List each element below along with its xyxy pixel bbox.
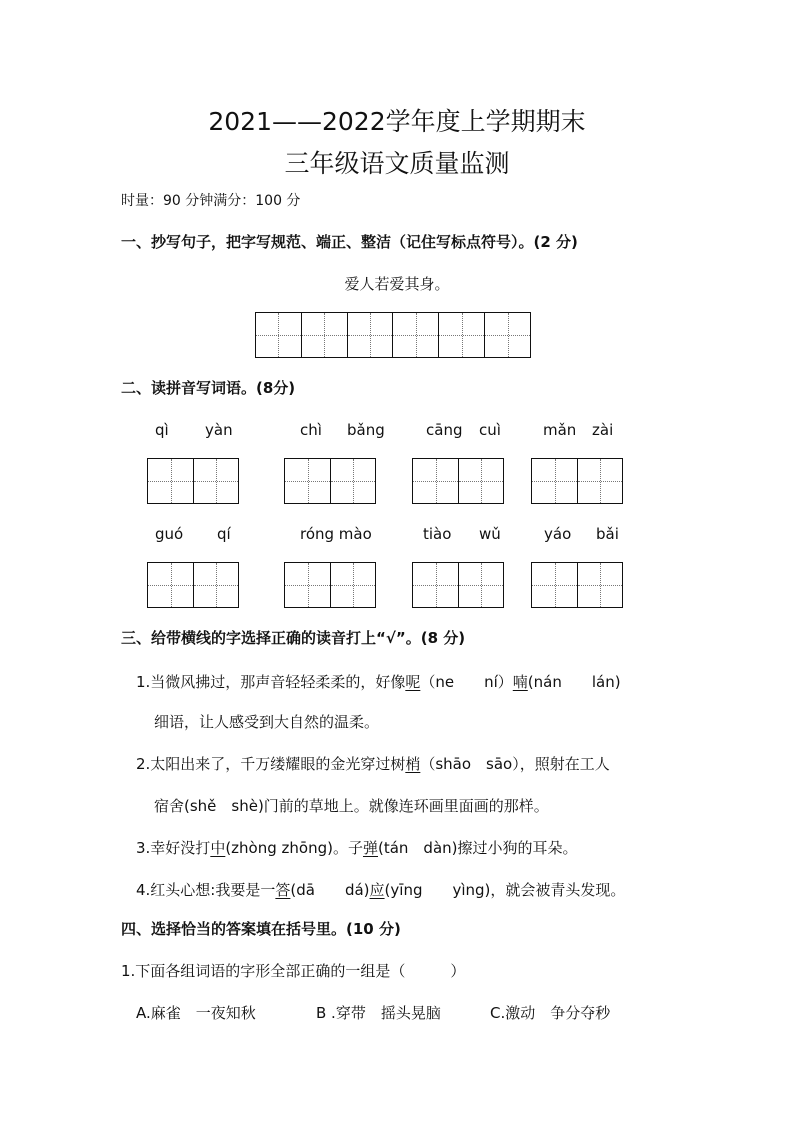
section4-heading: 四、选择恰当的答案填在括号里。(10 分) (121, 920, 401, 938)
grid-cell[interactable] (532, 563, 578, 607)
underlined-char: 中 (210, 839, 226, 857)
grid-cell[interactable] (532, 459, 578, 503)
pinyin: cāng (426, 421, 463, 439)
writing-grid[interactable] (284, 458, 376, 504)
text: 2.太阳出来了，千万缕耀眼的金光穿过树 (136, 755, 406, 773)
option-c: C.激动 争分夺秒 (490, 1004, 611, 1022)
grid-cell[interactable] (485, 313, 530, 357)
writing-grid[interactable] (147, 458, 239, 504)
grid-cell[interactable] (578, 459, 622, 503)
pinyin: chì (300, 421, 322, 439)
exam-subtitle: 三年级语文质量监测 (284, 149, 510, 178)
grid-cell[interactable] (413, 459, 459, 503)
grid-cell[interactable] (331, 459, 375, 503)
question-3-1 (136, 671, 621, 692)
pinyin: yàn (205, 421, 233, 439)
question-3-4 (136, 879, 625, 900)
writing-grid[interactable] (531, 562, 623, 608)
grid-cell[interactable] (285, 563, 331, 607)
text: (dā dá) (290, 881, 370, 899)
text: (yīng yìng)，就会被青头发现。 (384, 881, 626, 899)
grid-cell[interactable] (148, 459, 194, 503)
grid-cell[interactable] (578, 563, 622, 607)
pinyin: cuì (479, 421, 501, 439)
grid-cell[interactable] (148, 563, 194, 607)
option-b: B .穿带 摇头晃脑 (316, 1004, 441, 1022)
grid-cell[interactable] (348, 313, 394, 357)
grid-cell[interactable] (393, 313, 439, 357)
underlined-char: 答 (275, 881, 291, 899)
copy-sentence: 爱人若爱其身。 (344, 275, 450, 293)
underlined-char: 弹 (362, 839, 378, 857)
question-3-1-continued: 细语，让人感受到大自然的温柔。 (154, 713, 380, 731)
pinyin: qí (217, 525, 231, 543)
grid-cell[interactable] (285, 459, 331, 503)
text: （shāo sāo），照射在工人 (420, 755, 610, 773)
pinyin: guó (155, 525, 184, 543)
pinyin: wǔ (479, 525, 501, 543)
writing-grid-sentence[interactable] (255, 312, 531, 358)
text: (nán lán) (527, 673, 621, 691)
grid-cell[interactable] (194, 459, 238, 503)
pinyin: mǎn (543, 421, 577, 439)
underlined-char: 应 (369, 881, 385, 899)
grid-cell[interactable] (194, 563, 238, 607)
pinyin: zài (592, 421, 614, 439)
pinyin: qì (155, 421, 169, 439)
pinyin: yáo (544, 525, 572, 543)
text: （ne ní） (420, 673, 513, 691)
text: (zhòng zhōng)。子 (225, 839, 363, 857)
writing-grid[interactable] (531, 458, 623, 504)
pinyin: róng mào (300, 525, 372, 543)
grid-cell[interactable] (439, 313, 485, 357)
grid-cell[interactable] (256, 313, 302, 357)
underlined-char: 喃 (512, 673, 528, 691)
grid-cell[interactable] (459, 459, 503, 503)
question-4-1: 1.下面各组词语的字形全部正确的一组是（ ） (121, 962, 466, 980)
text: 3.幸好没打 (136, 839, 211, 857)
question-3-2 (136, 753, 610, 774)
text: 1.当微风拂过，那声音轻轻柔柔的，好像 (136, 673, 406, 691)
time-info: 时量：90 分钟满分：100 分 (121, 193, 301, 209)
writing-grid[interactable] (284, 562, 376, 608)
section2-heading: 二、读拼音写词语。(8分) (121, 379, 296, 397)
grid-cell[interactable] (331, 563, 375, 607)
question-3-3 (136, 837, 578, 858)
underlined-char: 梢 (405, 755, 421, 773)
pinyin: bǎng (347, 421, 385, 439)
text: 4.红头心想:我要是一 (136, 881, 276, 899)
question-3-2-continued: 宿舍(shě shè)门前的草地上。就像连环画里面画的那样。 (154, 797, 549, 815)
section1-heading: 一、抄写句子，把字写规范、端正、整洁（记住写标点符号）。(2 分) (121, 233, 578, 251)
section3-heading: 三、给带横线的字选择正确的读音打上“√”。(8 分) (121, 629, 466, 647)
underlined-char: 呢 (405, 673, 421, 691)
exam-title: 2021——2022学年度上学期期末 (208, 107, 586, 136)
pinyin: tiào (423, 525, 452, 543)
option-a: A.麻雀 一夜知秋 (136, 1004, 256, 1022)
writing-grid[interactable] (412, 562, 504, 608)
writing-grid[interactable] (147, 562, 239, 608)
grid-cell[interactable] (413, 563, 459, 607)
text: (tán dàn)擦过小狗的耳朵。 (378, 839, 578, 857)
grid-cell[interactable] (459, 563, 503, 607)
pinyin: bǎi (596, 525, 619, 543)
writing-grid[interactable] (412, 458, 504, 504)
grid-cell[interactable] (302, 313, 348, 357)
